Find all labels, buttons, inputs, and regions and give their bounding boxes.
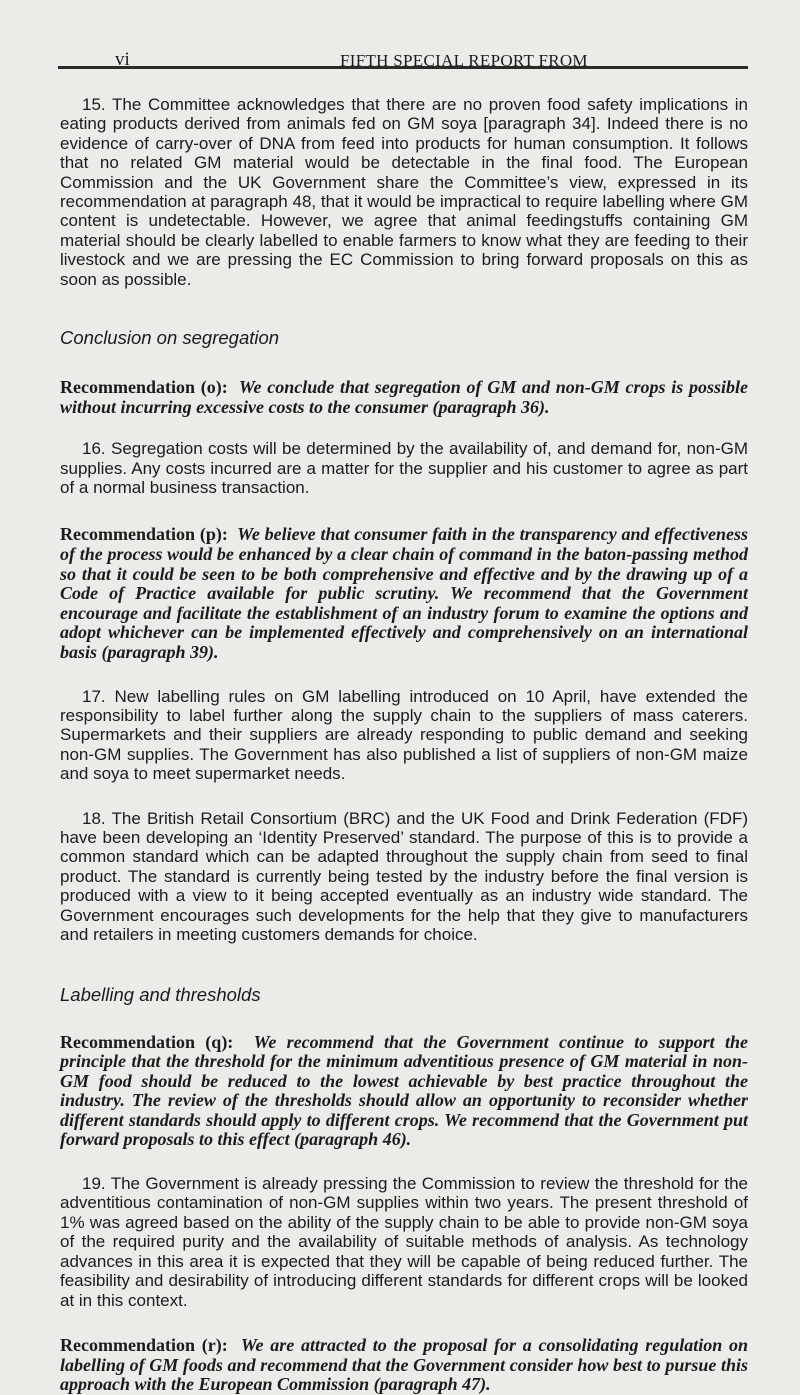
paragraph-19: 19. The Government is already pressing the Commission to review the threshold for the adventitious contamination of non-GM supplies within two years. The present threshold of 1% was agreed based on the ability of the supply chain to be able to provide non-GM soya of the required purity and the availability of suitable methods of analysis. As technology advances in this area it is expected that they will be capable of being reduced further. The feasibility and desirability of introducing different standards for different crops will be looked at in this context. [60, 1174, 748, 1310]
page-number: vi [115, 49, 130, 70]
recommendation-p [60, 525, 748, 662]
recommendation-p-label: Recommendation (p): [60, 524, 228, 545]
running-header [60, 0, 748, 70]
paragraph-15: 15. The Committee acknowledges that there are no proven food safety implications in eating products derived from animals fed on GM soya [paragraph 34]. Indeed there is no evidence of carry-over of DNA from feed into products for human consumption. It follows that no related GM material would be detectable in the final food. The European Commission and the UK Government share the Committee’s view, expressed in its recommendation at paragraph 48, that it would be impractical to require labelling where GM content is undetectable. However, we agree that animal feedingstuffs containing GM material should be clearly labelled to enable farmers to know what they are feeding to their livestock and we are pressing the EC Commission to bring forward proposals on this as soon as possible. [60, 95, 748, 289]
recommendation-r-text: We are attracted to the proposal for a consolidating regulation on labelling of GM foods and recommend that the Government consider how best to pursue this approach with the European Commission (paragraph 47). [60, 1334, 748, 1395]
recommendation-q-text: We recommend that the Government continue to support the principle that the threshold for the minimum adventitious presence of GM material in non-GM food should be reduced to the lowest achievable by best practice throughout the industry. The review of the thresholds should allow an opportunity to reconsider whether different standards should apply to different crops. We recommend that the Government put forward proposals to this effect (paragraph 46). [60, 1031, 748, 1150]
recommendation-q-label: Recommendation (q): [60, 1031, 234, 1052]
report-body [60, 69, 748, 1395]
recommendation-o-label: Recommendation (o): [60, 377, 228, 398]
recommendation-o [60, 378, 748, 417]
paragraph-17: 17. New labelling rules on GM labelling introduced on 10 April, have extended the responsibility to label further along the supply chain to the suppliers of mass caterers. Supermarkets and their suppliers are already responding to public demand and seeking non-GM supplies. The Government has also published a list of suppliers of non-GM maize and soya to meet supermarket needs. [60, 686, 748, 784]
recommendation-p-text: We believe that consumer faith in the transparency and effectiveness of the process would be enhanced by a clear chain of command in the baton-passing method so that it could be seen to be both comprehensive and effective and by the drawing up of a Code of Practice available for public scrutiny. We recommend that the Government encourage and facilitate the establishment of an industry forum to examine the options and adopt whichever can be implemented effectively and comprehensively on an international basis (paragraph 39). [60, 524, 748, 663]
section-heading-segregation: Conclusion on segregation [60, 327, 280, 349]
recommendation-r-label: Recommendation (r): [60, 1334, 228, 1355]
paragraph-18: 18. The British Retail Consortium (BRC) and the UK Food and Drink Federation (FDF) have been developing an ‘Identity Preserved’ standard. The purpose of this is to provide a common standard which can be adapted throughout the supply chain from seed to final product. The standard is currently being tested by the industry before the final version is produced with a view to it being accepted eventually as an industry wide standard. The Government encourages such developments for the help that they give to manufacturers and retailers in meeting customers demands for choice. [60, 808, 748, 945]
section-heading-labelling: Labelling and thresholds [60, 983, 261, 1005]
recommendation-q [60, 1033, 748, 1151]
recommendation-o-text: We conclude that segregation of GM and non-GM crops is possible without incurring excessive costs to the consumer (paragraph 36). [60, 377, 749, 417]
recommendation-r [60, 1336, 748, 1395]
paragraph-16: 16. Segregation costs will be determined by the availability of, and demand for, non-GM supplies. Any costs incurred are a matter for the supplier and his customer to agree as part of a normal business transaction. [60, 439, 748, 498]
running-header-title: FIFTH SPECIAL REPORT FROM [340, 51, 588, 70]
